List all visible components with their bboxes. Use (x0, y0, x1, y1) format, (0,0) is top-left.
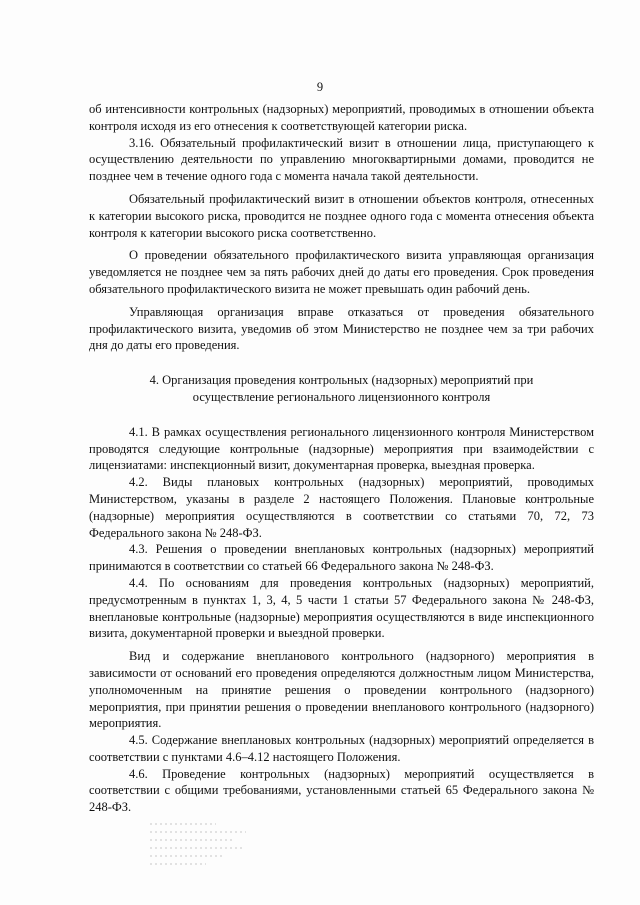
paragraph-4-1: 4.1. В рамках осуществления регионального лицензионного контроля Министерством проводятся следующие контрольные (надзорные) мероприятия при взаимодействии с лицензиатами: инспекционный визит, документарная проверка, выездная проверка. (89, 424, 594, 473)
paragraph-refusal: Управляющая организация вправе отказаться от проведения обязательного профилактического визита, уведомив об этом Министерство не позднее чем за три рабочих дня до даты его проведения. (89, 304, 594, 353)
paragraph-vid-soderzhanie: Вид и содержание внепланового контрольного (надзорного) мероприятия в зависимости от оснований его проведения определяются должностным лицом Министерства, уполномоченным на принятие решения о проведении контрольного (надзорного) мероприятия, при принятии решения о проведении внепланового контрольного (надзорного) мероприятия. (89, 649, 594, 731)
paragraph-4-3: 4.3. Решения о проведении внеплановых контрольных (надзорных) мероприятий принимаются в соответствии со статьей 66 Федерального закона № 248-ФЗ. (89, 542, 594, 574)
paragraph-3-16: 3.16. Обязательный профилактический визит в отношении лица, приступающего к осуществлению деятельности по управлению многоквартирными домами, проводится не позднее чем в течение одного года с момента начала такой деятельности. (89, 135, 594, 184)
paragraph-notification: О проведении обязательного профилактического визита управляющая организация уведомляется не позднее чем за пять рабочих дней до даты его проведения. Срок проведения обязательного профилактического визита не может превышать один рабочий день. (89, 248, 594, 296)
paragraph-4-6: 4.6. Проведение контрольных (надзорных) мероприятий осуществляется в соответствии с общими требованиями, установленными статьей 65 Федерального закона № 248-ФЗ. (89, 766, 594, 815)
section-title-line-1: 4. Организация проведения контрольных (надзорных) мероприятий при (149, 373, 534, 388)
section-title-line-2: осуществление регионального лицензионного контроля (192, 389, 491, 404)
paragraph-4-5: 4.5. Содержание внеплановых контрольных (надзорных) мероприятий определяется в соответствии с пунктами 4.6–4.12 настоящего Положения. (89, 733, 594, 764)
paragraph-4-4: 4.4. По основаниям для проведения контрольных (надзорных) мероприятий, предусмотренным в пунктах 1, 3, 4, 5 части 1 статьи 57 Федерального закона № 248-ФЗ, внеплановые контрольные (надзорные) мероприятия осуществляются в виде инспекционного визита, документарной проверки и выездной проверки. (89, 575, 594, 641)
paragraph-high-risk-visit: Обязательный профилактический визит в отношении объектов контроля, отнесенных к категории высокого риска, проводится не позднее одного года с момента отнесения объекта контроля к категории высокого риска соответственно. (89, 191, 594, 240)
faded-stamp-mark (146, 818, 254, 868)
page-number: 9 (316, 80, 324, 94)
paragraph-4-2: 4.2. Виды плановых контрольных (надзорных) мероприятий, проводимых Министерством, указаны в разделе 2 настоящего Положения. Плановые контрольные (надзорные) мероприятия осуществляются в соответствии со статьями 70, 72, 73 Федерального закона № 248-ФЗ. (89, 475, 594, 540)
paragraph-continuation: об интенсивности контрольных (надзорных) мероприятий, проводимых в отношении объекта контроля исходя из его отнесения к соответствующей категории риска. (89, 102, 594, 133)
document-body (89, 101, 594, 816)
